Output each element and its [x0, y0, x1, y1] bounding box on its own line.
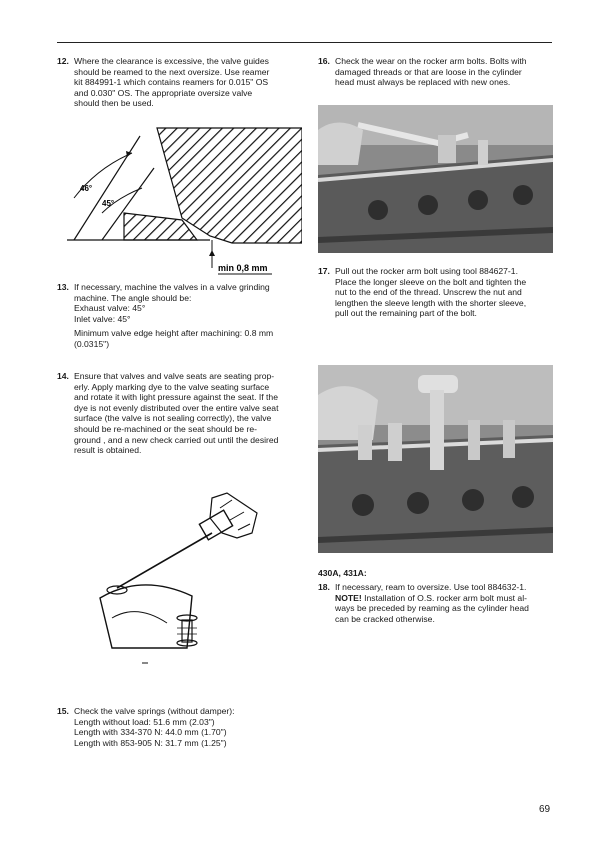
step-note: Minimum valve edge height after machining: 0.8 mm (0.0315") — [74, 328, 274, 349]
step-number: 12. — [57, 56, 69, 66]
step-text: Pull out the rocker arm bolt using tool 884627-1. Place the longer sleeve on the bolt and tighten the nut to the end of the thread. Unscrew the nut and lengthen the sleeve length with the shorter sleeve, pull out the remaining part of the bolt. — [335, 266, 527, 319]
angle-46-label: 46° — [80, 184, 93, 193]
rocker-bolt-photo — [318, 105, 553, 253]
bolt-puller-photo — [318, 365, 553, 553]
step-16 — [318, 56, 553, 88]
step-number: 16. — [318, 56, 330, 66]
step-text-warning: Installation of O.S. rocker arm bolt must al- ways be preceded by reaming as the cylinder head can be cracked otherwise. — [335, 592, 529, 624]
step-text-intro: If necessary, ream to oversize. Use tool 884632-1. — [335, 582, 527, 592]
step-14 — [57, 371, 302, 456]
model-heading: 430A, 431A: — [318, 568, 367, 578]
angle-45-label: 45° — [102, 199, 115, 208]
valve-angle-figure — [62, 118, 302, 278]
step-number: 17. — [318, 266, 330, 276]
step-number: 15. — [57, 706, 69, 716]
step-text: If necessary, machine the valves in a valve grinding machine. The angle should be: Exhaust valve: 45° Inlet valve: 45° — [74, 282, 270, 324]
step-18 — [318, 582, 553, 624]
step-text — [335, 582, 553, 624]
step-number: 18. — [318, 582, 330, 592]
step-number: 14. — [57, 371, 69, 381]
header-rule — [57, 42, 552, 43]
step-text: Ensure that valves and valve seats are seating prop- erly. Apply marking dye to the valve seating surface and rotate it with light pressure against the seat. If the dye is not evenly distributed over the entire valve seat surface (the valve is not sealing correctly), the valve should be re-machined or the seat should be re- ground , and a new check carried out until the desired result is obtained. — [74, 371, 279, 456]
step-number: 13. — [57, 282, 69, 292]
step-13 — [57, 282, 302, 350]
page-number: 69 — [539, 804, 551, 815]
step-text: Check the wear on the rocker arm bolts. Bolts with damaged threads or that are loose in the cylinder head must always be replaced with new ones. — [335, 56, 527, 88]
step-text: Check the valve springs (without damper): Length without load: 51.6 mm (2.03") Length with 334-370 N: 44.0 mm (1.70") Length with 853-905 N: 31.7 mm (1.25") — [74, 706, 235, 748]
min-height-label: min 0,8 mm — [218, 263, 268, 273]
note-label: NOTE! — [335, 592, 362, 603]
step-12 — [57, 56, 302, 109]
valve-lapping-figure — [92, 478, 272, 668]
step-17 — [318, 266, 553, 319]
step-text: Where the clearance is excessive, the valve guides should be reamed to the next oversize. Use reamer kit 884991-1 which contains reamers for 0.015" OS and 0.030" OS. The appropriate oversize valve should then be used. — [74, 56, 270, 109]
step-15 — [57, 706, 302, 748]
